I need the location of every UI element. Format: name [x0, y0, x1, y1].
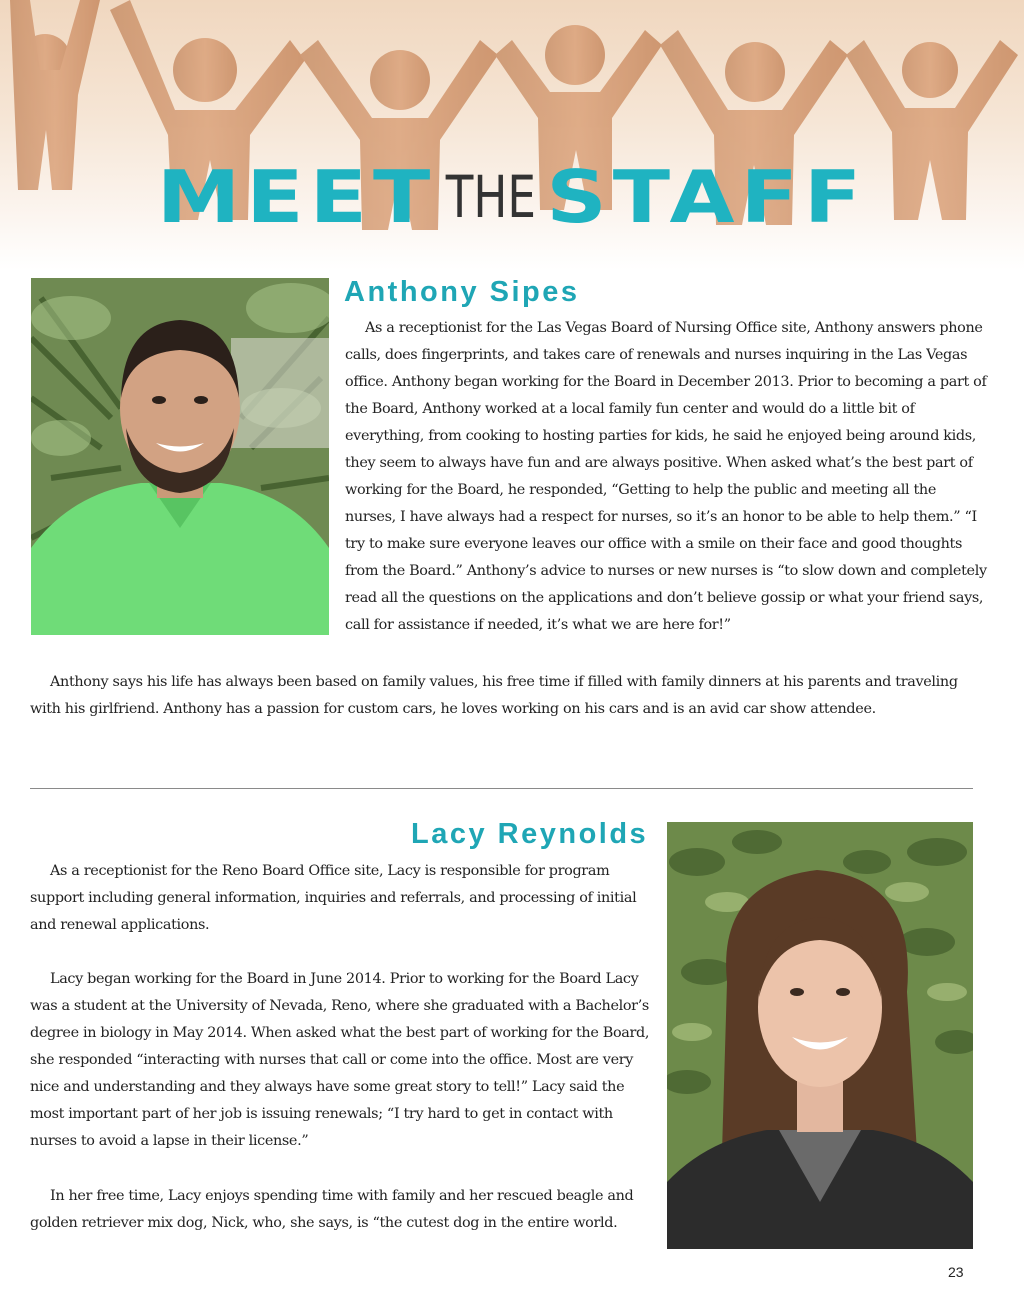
title-the: THE [446, 163, 537, 231]
lacy-photo [667, 822, 973, 1249]
page-number: 23 [948, 1264, 964, 1280]
title-meet: MEET [156, 154, 437, 240]
header-banner [0, 0, 1024, 270]
staff-name-lacy: Lacy Reynolds [411, 818, 649, 850]
anthony-personal-paragraph: Anthony says his life has always been based on family values, his free time if filled with family dinners at his parents and traveling with his girlfriend. Anthony has a passion for custom cars, he loves working on his cars and is an avid car show attendee. [30, 674, 958, 717]
page-title [0, 148, 1024, 258]
title-staff: STAFF [546, 154, 868, 240]
lacy-bio-paragraph: Lacy began working for the Board in June 2014. Prior to working for the Board Lacy was a student at the University of Nevada, Reno, where she graduated with a Bachelor’s degree in biology in May 2014. When asked what the best part of working for the Board, she responded “interacting with nurses that call or come into the office. Most are very nice and understanding and they always have some great story to tell!” Lacy said the most important part of her job is issuing renewals; “I try hard to get in contact with nurses to avoid a lapse in their license.” [30, 971, 650, 1149]
staff-name-anthony: Anthony Sipes [344, 276, 580, 308]
lacy-role-paragraph: As a receptionist for the Reno Board Office site, Lacy is responsible for program support including general information, inquiries and referrals, and processing of initial and renewal applications. [30, 863, 637, 933]
anthony-bio-paragraph: As a receptionist for the Las Vegas Board of Nursing Office site, Anthony answers phone calls, does fingerprints, and takes care of renewals and nurses inquiring in the Las Vegas office. Anthony began working for the Board in December 2013. Prior to becoming a part of the Board, Anthony worked at a local family fun center and would do a little bit of everything, from cooking to hosting parties for kids, he said he enjoyed being around kids, they seem to always have fun and are always positive. When asked what’s the best part of working for the Board, he responded, “Getting to help the public and meeting all the nurses, I have always had a respect for nurses, so it’s an honor to be able to help them.” “I try to make sure everyone leaves our office with a smile on their face and good thoughts from the Board.” Anthony’s advice to nurses or new nurses is “to slow down and completely read all the questions on the applications and don’t believe gossip or what your friend says, call for assistance if needed, it’s what we are here for!” [345, 320, 987, 633]
section-divider [30, 788, 973, 789]
anthony-photo [31, 278, 329, 635]
lacy-personal-paragraph: In her free time, Lacy enjoys spending time with family and her rescued beagle and golden retriever mix dog, Nick, who, she says, is “the cutest dog in the entire world. [30, 1188, 634, 1231]
